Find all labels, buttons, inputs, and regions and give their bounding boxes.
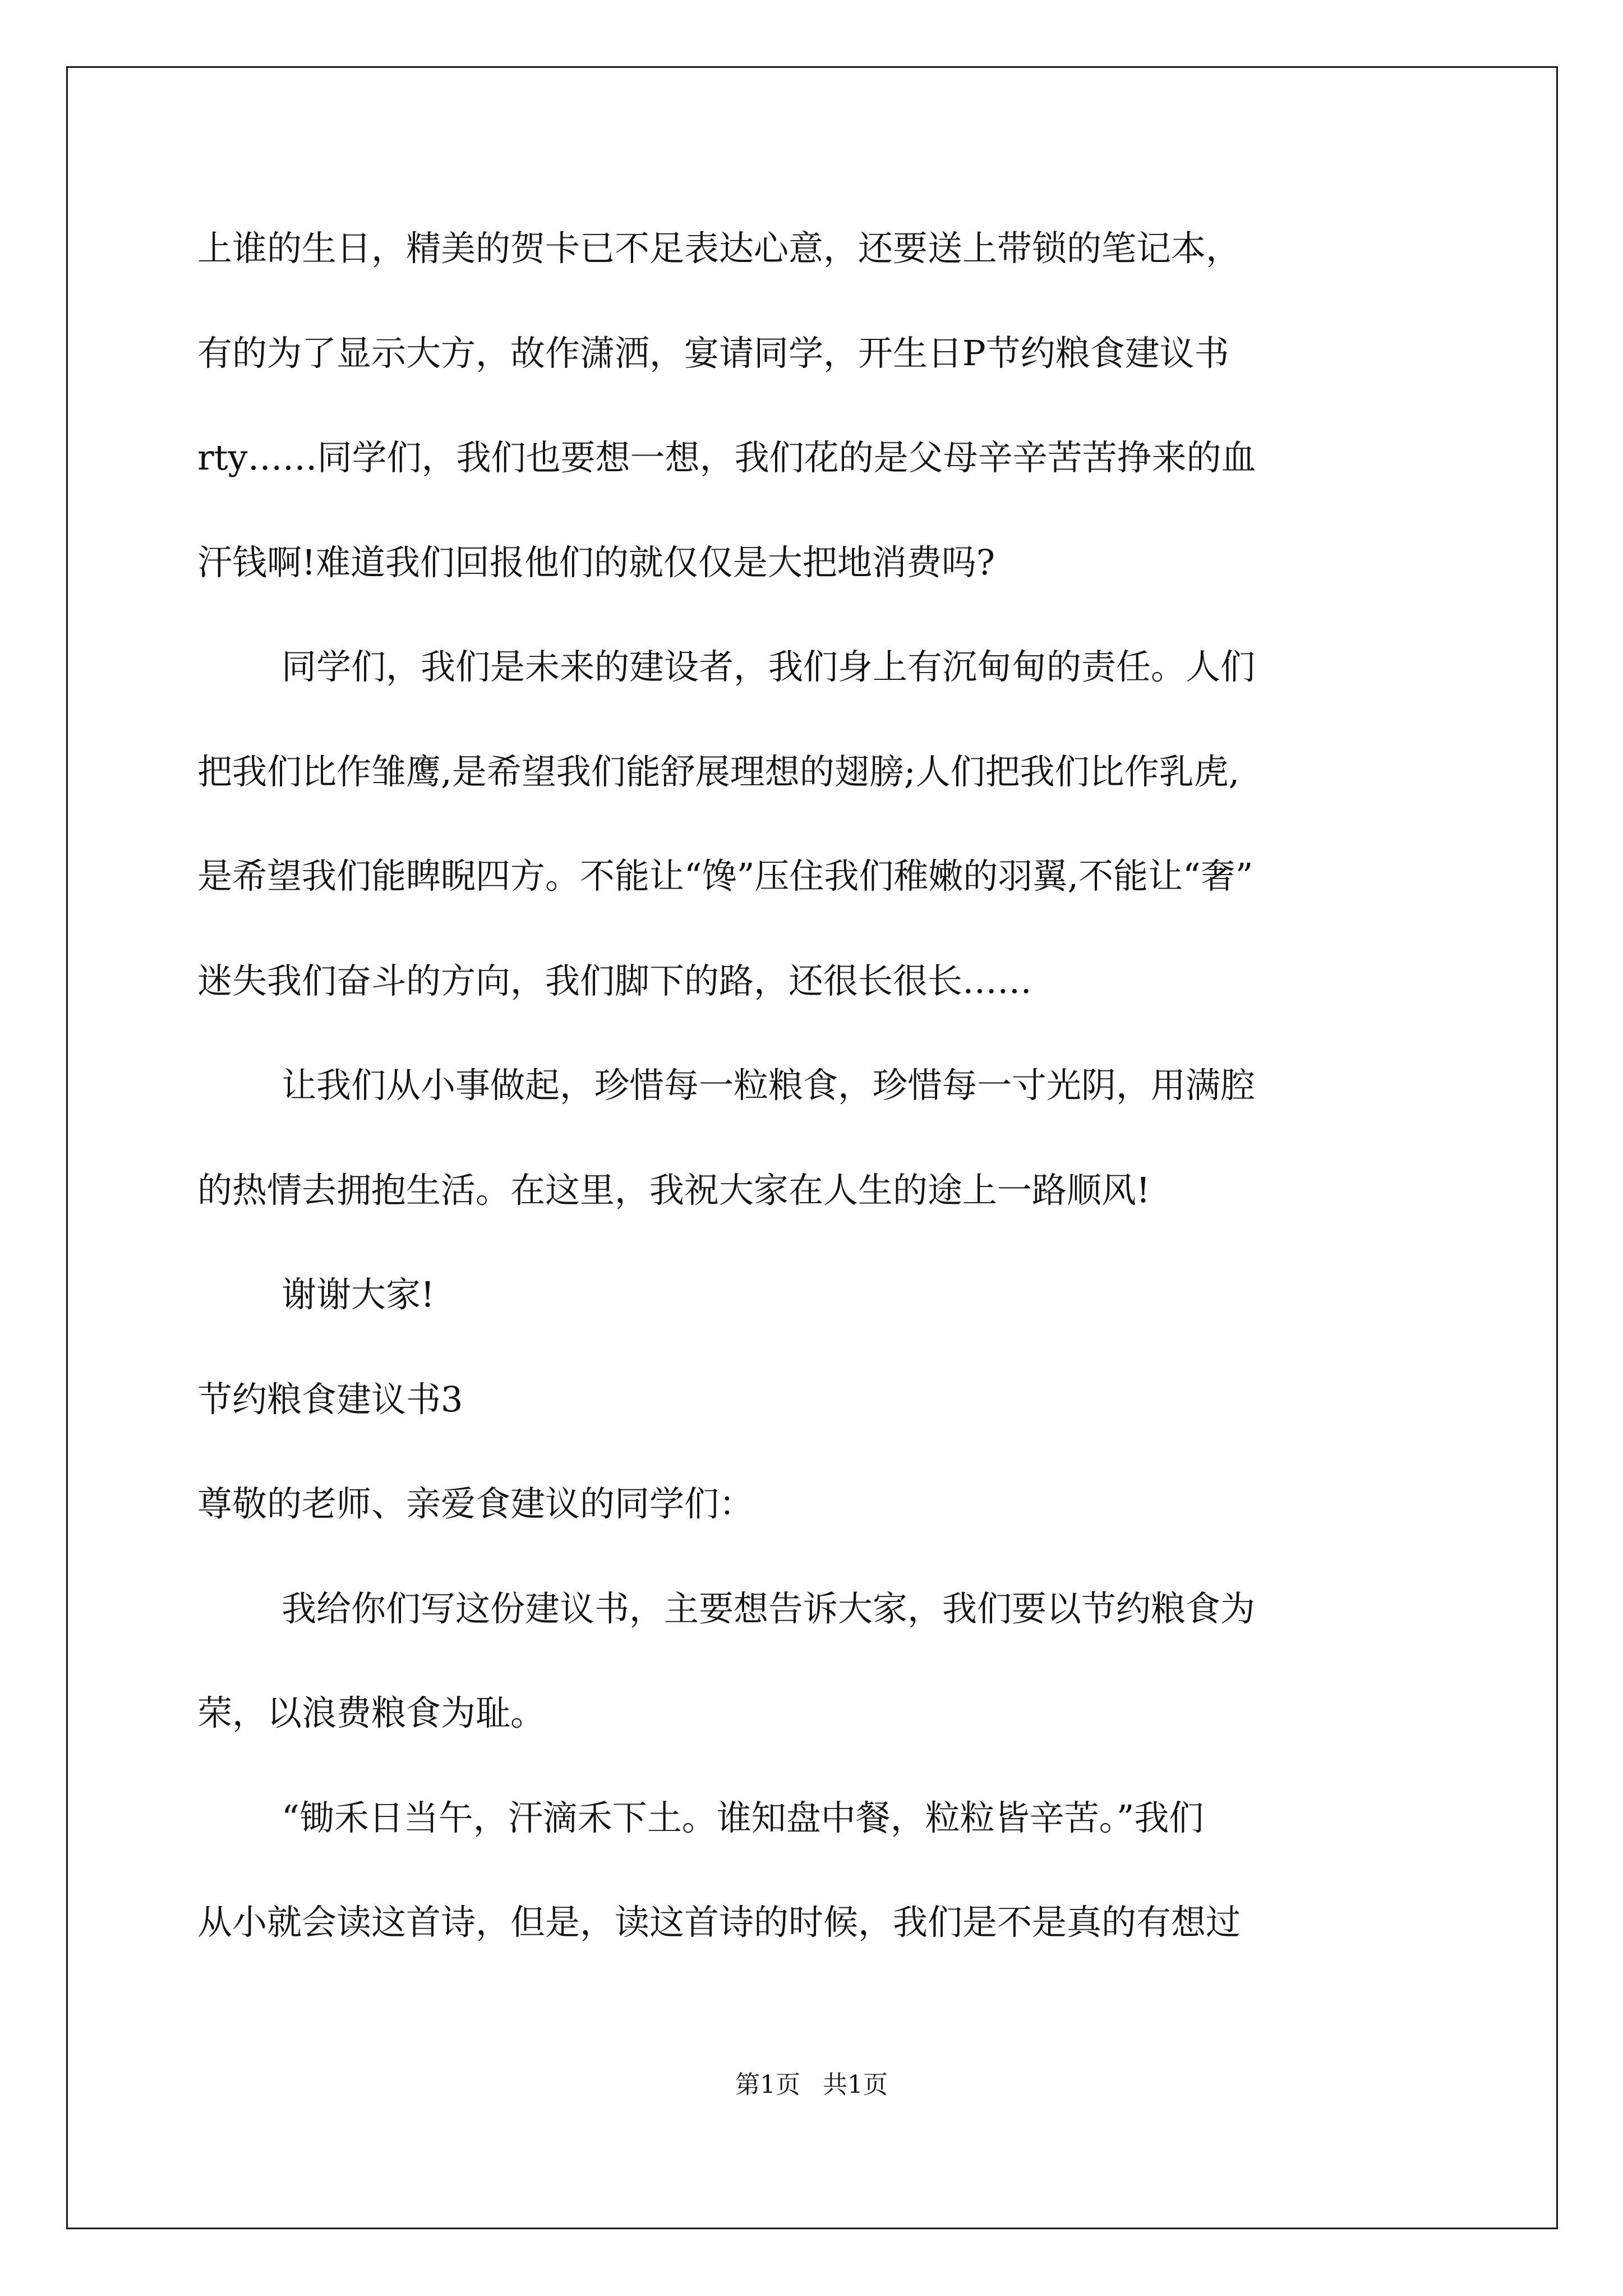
section-heading: 节约粮食建议书3: [197, 1378, 463, 1420]
text-line: 从小就会读这首诗，但是，读这首诗的时候，我们是不是真的有想过: [197, 1902, 1241, 1943]
text-line: 是希望我们能睥睨四方。不能让“馋”压住我们稚嫩的羽翼,不能让“奢”: [197, 855, 1253, 896]
text-line: 让我们从小事做起，珍惜每一粒粮食，珍惜每一寸光阴，用满腔: [282, 1065, 1256, 1106]
text-line: 我给你们写这份建议书，主要想告诉大家，我们要以节约粮食为: [282, 1588, 1256, 1629]
text-line: 谢谢大家!: [282, 1274, 435, 1315]
text-line: 把我们比作雏鹰,是希望我们能舒展理想的翅膀;人们把我们比作乳虎,: [197, 751, 1240, 792]
text-line: 的热情去拥抱生活。在这里，我祝大家在人生的途上一路顺风!: [197, 1169, 1150, 1211]
page-number: 第1页: [735, 2070, 800, 2099]
text-line: 迷失我们奋斗的方向，我们脚下的路，还很长很长……: [197, 960, 1032, 1001]
text-line: rty……同学们，我们也要想一想，我们花的是父母辛辛苦苦挣来的血: [197, 437, 1256, 478]
document-body: [197, 196, 1437, 1975]
page-footer: [0, 2064, 1623, 2100]
salutation: 尊敬的老师、亲爱食建议的同学们：: [197, 1483, 754, 1524]
text-line: 荣，以浪费粮食为耻。: [197, 1692, 546, 1733]
text-line: “锄禾日当午，汗滴禾下土。谁知盘中餐，粒粒皆辛苦。”我们: [282, 1797, 1204, 1838]
text-line: 汗钱啊!难道我们回报他们的就仅仅是大把地消费吗?: [197, 541, 995, 583]
page-total: 共1页: [823, 2070, 888, 2099]
text-line: 同学们，我们是未来的建设者，我们身上有沉甸甸的责任。人们: [282, 646, 1256, 687]
text-line: 上谁的生日，精美的贺卡已不足表达心意，还要送上带锁的笔记本，: [197, 228, 1241, 269]
text-line: 有的为了显示大方，故作潇洒，宴请同学，开生日P节约粮食建议书: [197, 332, 1229, 374]
